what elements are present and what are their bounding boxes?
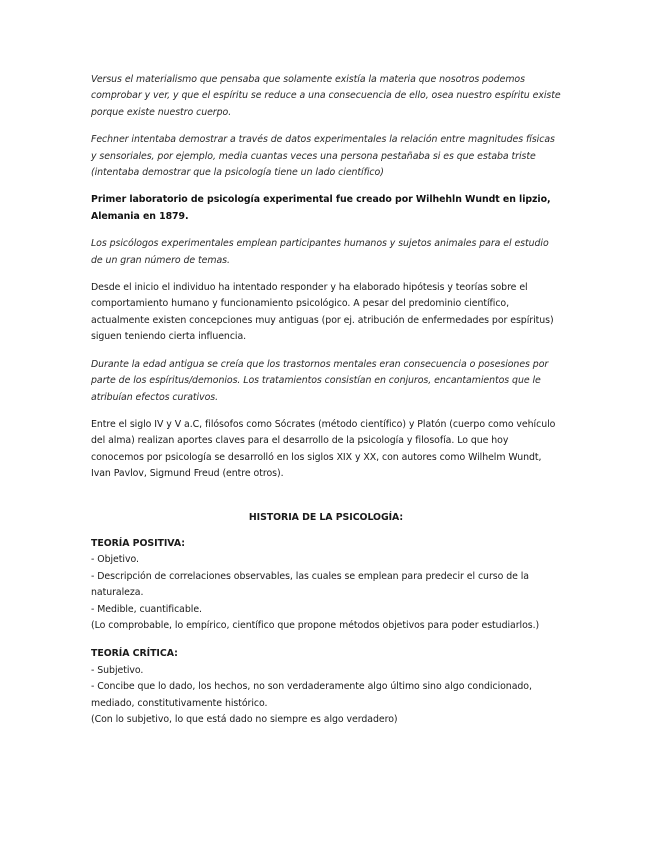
section-heading-history: HISTORIA DE LA PSICOLOGÍA: [248,511,404,523]
paragraph-experimental-psychologists: Los psicólogos experimentales emplean participantes humanos y sujetos animales para el estudio de un gran número de temas. [91,238,549,266]
positive-item: - Medible, cuantificable. [91,603,202,615]
paragraph-materialism: Versus el materialismo que pensaba que solamente existía la materia que nosotros podemos comprobar y ver, y que el espíritu se reduce a una consecuencia de ello, osea nuestro espíritu existe porque existe nuestro cuerpo. [91,74,561,118]
paragraph-philosophers: Entre el siglo IV y V a.C, filósofos como Sócrates (método científico) y Platón (cuerpo como vehículo del alma) realizan aportes claves para el desarrollo de la psicología y filosofía. Lo que hoy conocemos por psicología se desarrolló en los siglos XIX y XX, con autores como Wilhelm Wundt, Ivan Pavlov, Sigmund Freud (entre otros). [91,418,556,480]
positive-item: - Objetivo. [91,554,139,566]
paragraph-wundt-lab: Primer laboratorio de psicología experimental fue creado por Wilhehln Wundt en lipzio, Alemania en 1879. [91,194,551,222]
positive-theory-title: TEORÍA POSITIVA: [91,537,185,549]
document-body [91,72,561,740]
positive-item: - Descripción de correlaciones observables, las cuales se emplean para predecir el curso de la naturaleza. [91,570,530,599]
critical-item: - Concibe que lo dado, los hechos, no son verdaderamente algo último sino algo condicionado, mediado, constitutivamente histórico. [91,681,532,709]
section-critical-theory [91,646,561,728]
paragraph-fechner: Fechner intentaba demostrar a través de datos experimentales la relación entre magnitudes físicas y sensoriales, por ejemplo, media cuantas veces una persona pestañaba si es que estaba triste (intentaba demostrar que la psicología tiene un lado científico) [91,134,555,179]
section-positive-theory [91,536,561,634]
paragraph-ancient-age: Durante la edad antigua se creía que los trastornos mentales eran consecuencia o posesiones por parte de los espíritus/demonios. Los tratamientos consistían en conjuros, encantamientos que le atribuían efectos curativos. [91,358,549,403]
paragraph-individual-theories: Desde el inicio el individuo ha intentado responder y ha elaborado hipótesis y teorías sobre el comportamiento humano y funcionamiento psicológico. A pesar del predominio científico, actualmente existen concepciones muy antiguas (por ej. atribución de enfermedades por espíritus) siguen teniendo cierta influencia. [91,282,554,343]
critical-theory-title: TEORÍA CRÍTICA: [91,648,178,660]
critical-note: (Con lo subjetivo, lo que está dado no siempre es algo verdadero) [91,714,398,725]
positive-note: (Lo comprobable, lo empírico, científico que propone métodos objetivos para poder estudiarlos.) [91,619,540,631]
critical-item: - Subjetivo. [91,664,144,676]
